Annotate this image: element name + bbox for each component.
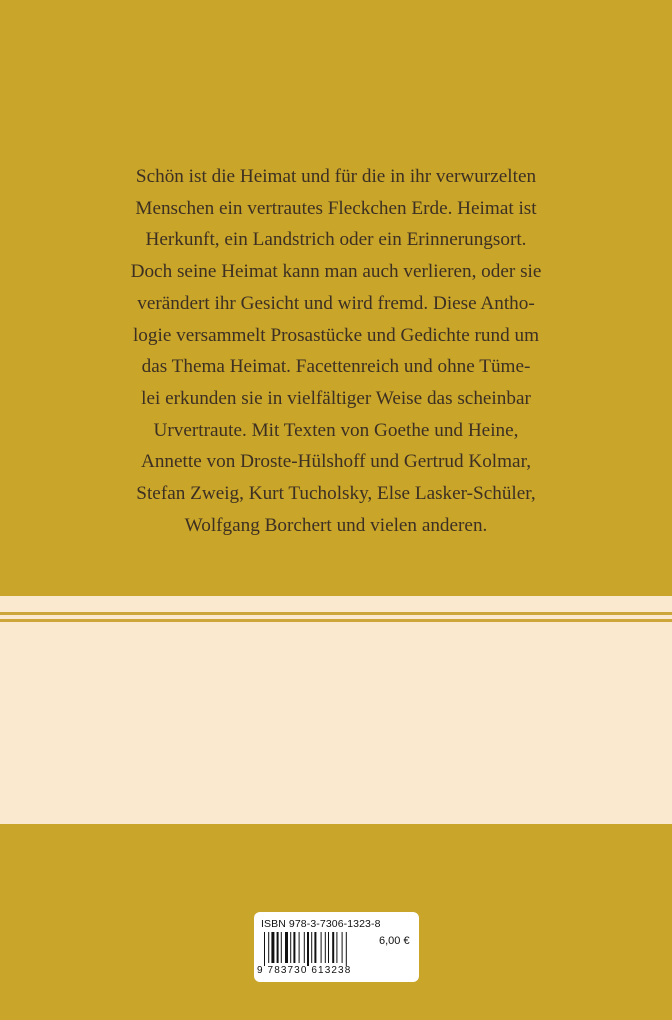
blurb-line: Herkunft, ein Landstrich oder ein Erinnerungsort.: [145, 229, 527, 251]
decorative-stripe: [0, 612, 672, 615]
blurb-line: Annette von Droste-Hülshoff und Gertrud Kolmar,: [140, 451, 531, 473]
blurb-line: logie versammelt Prosastücke und Gedichte rund um: [132, 324, 540, 346]
blurb-line: Doch seine Heimat kann man auch verlieren, oder sie: [130, 261, 542, 283]
blurb-line: verändert ihr Gesicht und wird fremd. Diese Antho-: [137, 292, 535, 314]
blurb-line: Schön ist die Heimat und für die in ihr verwurzelten: [135, 166, 537, 187]
isbn-number: ISBN 978-3-7306-1323-8: [261, 918, 381, 930]
decorative-stripe: [0, 619, 672, 622]
blurb-line: Stefan Zweig, Kurt Tucholsky, Else Lasker-Schüler,: [136, 483, 536, 505]
cream-band: [0, 596, 672, 824]
barcode-label: [254, 912, 419, 982]
blurb-text: [128, 161, 544, 541]
blurb-line: Urvertraute. Mit Texten von Goethe und Heine,: [153, 419, 519, 441]
barcode-bars: [260, 932, 370, 966]
blurb-line: das Thema Heimat. Facettenreich und ohne Tüme-: [141, 356, 531, 378]
blurb-line: lei erkunden sie in vielfältiger Weise das scheinbar: [141, 387, 531, 409]
barcode-digits: 9 783730 613238: [257, 965, 352, 976]
blurb-line: Wolfgang Borchert und vielen anderen.: [184, 514, 488, 536]
price-label: 6,00 €: [379, 935, 410, 947]
blurb-line: Menschen ein vertrautes Fleckchen Erde. Heimat ist: [135, 197, 537, 219]
